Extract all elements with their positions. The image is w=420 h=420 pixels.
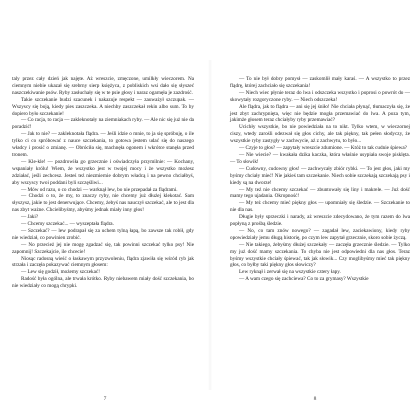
left-paragraph-5: — Kle-kle! — pozdrowiła go grzecznie i oświadczyła przymilnie: — Kochany, wspaniały królu! Wiem, że wszystko jest w twojej mocy i że wszystko możesz zdziałać, jeśli zechcesz. Jesteś też niezmiernie dobrym władcą i na pewno chciałbyś, aby wszyscy twoi poddani byli szczęśliwi... <box>12 158 194 186</box>
right-paragraph-11: — No, co tam znów nowego? — zagadał lew, zaciekawiony, kiedy ryby opowiedziały jemu długą historię, po czym lew zapytał grzecznie, skoro sobie życzą. <box>230 227 410 241</box>
left-paragraph-7: — Chodzi o to, że my, to znaczy ryby, nie chcemy już dłużej klekotać. Sam słyszysz, jakie to jest denerwujące. Chcemy, żebyś nas nauczył szczekać, ale to jest dla nas zbyt ważne. Chcielibyśmy, abyśmy jednak miały inny głos! <box>12 193 194 214</box>
left-paragraph-2: Takie szczekanie budzi szacunek i nakazuje respekt — zauważył szczupak. — Wszyscy się boją, kiedy pies zaszczeka. A niechby zaszczekał rekin albo sum. To by dopiero było szczekanie! <box>12 96 194 117</box>
left-paragraph-4: — Jak to nie? — zakleknotała flądra. — Jeśli idzie o mnie, to ja się spróbuję, o ile tylko ci co spróbować z nauce szczekania, to gotowa jestem udać się do naszego władcy i prosić o zmianę. — Obróciła się, machnęła ogonem i wkrótce stanęła przed tronem. <box>12 131 194 158</box>
right-paragraph-6: — Nie wiecie? — kwakała dzika kaczka, która właśnie usypiała swoje pisklęta. — To słowik! <box>230 151 410 165</box>
right-paragraph-4: Ucichły wszystkie, bo nie powiedziała na to nikt. Tylko wtem, w wieczornej ciszy, wtedy zarośli odezwał się głos cichy, ale tak piękny, tak pełen słodyczy, że wszystkie ryby zastygły w zachwycie, aż z zachwytu, to było... <box>230 124 410 145</box>
left-paragraph-13: — Lew się godził, możemy szczekać! <box>21 269 100 276</box>
left-paragraph-10: — Szczekać? — lew podrapał się za uchem tylną łapą, bo zawsze tak robił, gdy nie wiedział, co powinien zrobić. <box>12 227 194 241</box>
right-paragraph-8: — My też nie chcemy szczekać — zbuntowały się liny i makrele. — Już dość mamy tego ujadania. Okropność! <box>230 186 410 200</box>
right-paragraph-10: Długie były sprzeczki i narady, aż wreszcie zdecydowano, że tym razem do lwa popłyną z prośbą śledzie. <box>230 214 410 228</box>
left-paragraph-14: Radość była ogólna, ale trwała krótko. Ryby niebawem miały dość szczekania, bo nie wiedziały co mogą chrypki. <box>12 276 194 290</box>
left-paragraph-3: — Co racja, to racja — zakleknotały na ziemniakach ryby. — Ale nic się już nie da poradzić! <box>12 117 194 131</box>
right-paragraph-5: — Czyje to głos? — zapytały wreszcie zdumione. — Któż to tak cudnie śpiewa? <box>239 145 407 152</box>
left-paragraph-6: — Mów od razu, o co chodzi — warknął lew, bo nie przepadał za flądrami. <box>21 186 178 193</box>
left-paragraph-11: — No przecież jej nie mogę zgadzać się, tak powinni szczekać tylko psy! Nie zapomnij! Szczekajcie, ile chcecie! <box>12 241 194 255</box>
right-paragraph-14: — A wam czego się zachciewa? Co to za grymasy? Wszystkie <box>239 276 369 283</box>
left-page-number: 7 <box>103 396 107 402</box>
right-paragraph-3: Ale flądra, jak to flądra — ani się jej śniło! Nie chciała płynąć, tłumaczyła się, że jest zbyt zachrypnięta, więc nie będzie mogła przemawiać do lwa. A poza tym, jakimże głosem teraz chciałyby ryby przemawiać? <box>230 103 410 124</box>
left-paragraph-12: Niosąc radosną wieść o łaskawym przyzwoleniu, flądra zjawiła się wśród ryb jak strzała i zaczęła pokazywać ciemnym głosem: <box>12 255 194 269</box>
right-paragraph-1: — To nie był dobry pomysł — zaskomlił mały karaś. — A wszystko to przez flądrę, której zachciało się szczekania! <box>230 76 410 89</box>
right-paragraph-12: — Nie takiego, żebyśmy dłużej szczekały — zaczęła grzecznie śledzie. — Tylko my już dość mamy szczekania. To chyba nie jest odpowiedni dla nas głos. Teraz byśmy wszystkie chciały śpiewać, tak jak słowik... Czy moglibyśmy mieć tak piękny głos, co byłby taki piękny głos słowiczy? <box>230 241 410 269</box>
right-page-text <box>230 76 410 283</box>
left-page-text <box>12 76 194 290</box>
right-paragraph-13: Lew ryknął i zerwał się na wszystkie cztery łapy. <box>239 269 341 276</box>
right-page-number: 8 <box>313 396 317 402</box>
right-paragraph-2: — Niech wiec płynie teraz do lwa i odszczeka wszystko i poprosi o powrót do — skowytały rozgoryczone ryby. — Niech odszczeka! <box>230 89 410 103</box>
left-paragraph-1: taly przez cały dzień jak najęte. Aż wreszcie, zmęczone, umilkły wieczorem. Na ciemnym niebie ukazał się srebrny sierp księżyca, z pobliskich wsi dało się słyszeć naszczekiwanie psów. Ryby zasłuchały się w te psie głosy i naraz ogarnęła je zazdrość. <box>12 76 194 96</box>
right-page <box>210 0 420 420</box>
right-paragraph-9: — My też chcemy mieć piękny głos — upomniały się śledzie. — Szczekanie to nie dla nas. <box>230 200 410 214</box>
left-paragraph-8: — Jaki? <box>21 214 39 221</box>
left-paragraph-9: — Chcemy szczekać... — wyszeptała flądra. <box>21 221 114 228</box>
right-paragraph-7: — Cudowny, cudowny głos! — zachwycały zbiór rybki. — To jest głos, jaki my byśmy chciały mieć! Nie jakieś tam szczekanie. Niech sobie szczekają szczekają psy i kiedy są na dworze! <box>230 165 410 186</box>
